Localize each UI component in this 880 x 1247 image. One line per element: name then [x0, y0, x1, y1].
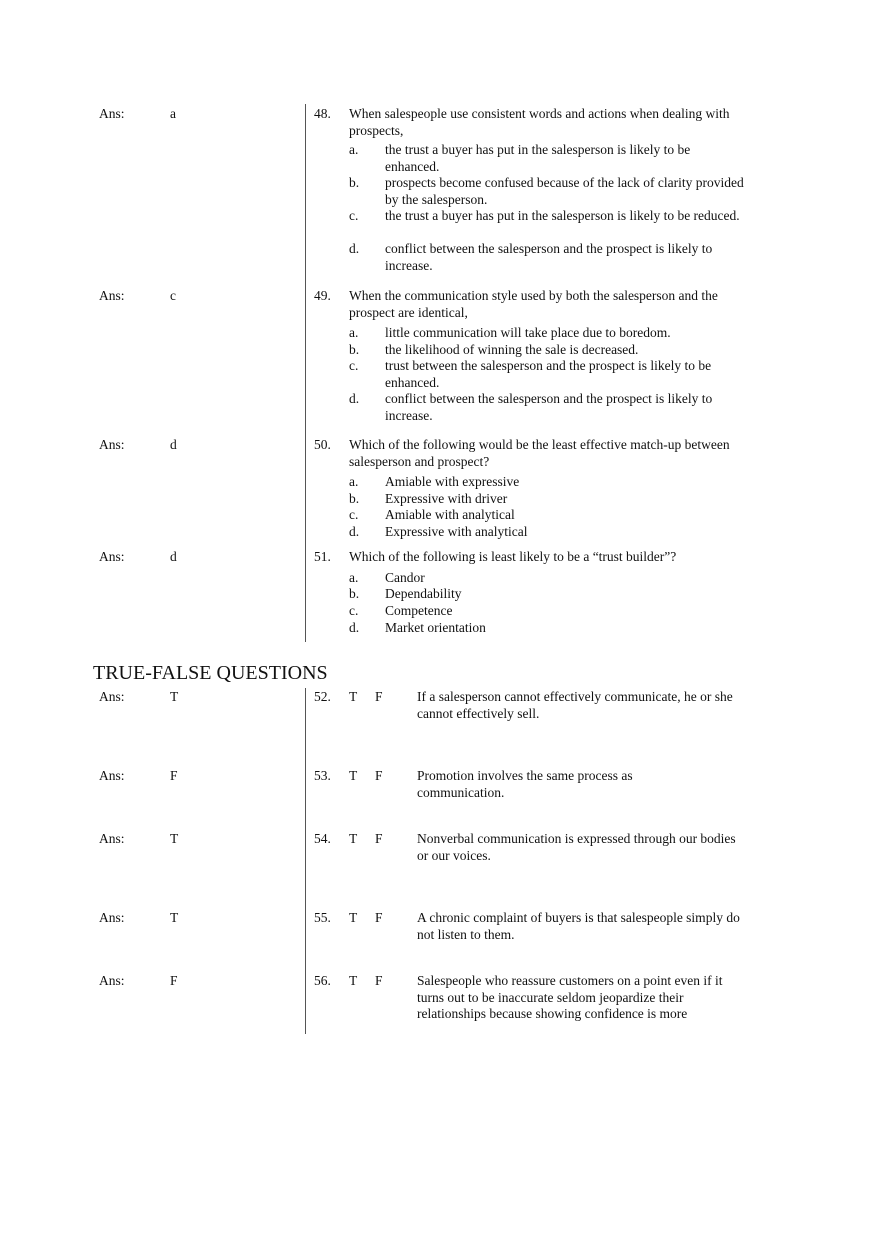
- tf-statement: Nonverbal communication is expressed through our bodies or our voices.: [417, 831, 736, 863]
- true-option[interactable]: T: [349, 910, 358, 925]
- option-text: Amiable with expressive: [385, 474, 520, 489]
- false-option[interactable]: F: [375, 831, 383, 846]
- question-stem: When salespeople use consistent words and actions when dealing with prospects,: [349, 106, 730, 138]
- true-option[interactable]: T: [349, 768, 358, 783]
- question-stem: Which of the following would be the least effective match-up between salesperson and prospect?: [349, 437, 730, 469]
- option-letter: d.: [349, 241, 360, 256]
- option-letter: b.: [349, 586, 360, 601]
- option-text: Expressive with analytical: [385, 524, 528, 539]
- option-letter: b.: [349, 175, 360, 190]
- option-letter: a.: [349, 570, 359, 585]
- answer-value: T: [170, 689, 179, 704]
- answer-value: a: [170, 106, 176, 121]
- false-option[interactable]: F: [375, 768, 383, 783]
- answer-value: F: [170, 768, 178, 783]
- option-text: the trust a buyer has put in the salesperson is likely to be enhanced.: [385, 142, 691, 174]
- option-text: prospects become confused because of the lack of clarity provided by the salesperson.: [385, 175, 744, 207]
- tf-statement: A chronic complaint of buyers is that salespeople simply do not listen to them.: [417, 910, 740, 942]
- question-number: 52.: [314, 689, 331, 704]
- true-option[interactable]: T: [349, 973, 358, 988]
- false-option[interactable]: F: [375, 973, 383, 988]
- answer-label: Ans:: [99, 106, 125, 121]
- question-number: 48.: [314, 106, 331, 121]
- question-number: 56.: [314, 973, 331, 988]
- option-text: little communication will take place due to boredom.: [385, 325, 671, 340]
- option-text: Market orientation: [385, 620, 486, 635]
- option-text: the likelihood of winning the sale is decreased.: [385, 342, 639, 357]
- option-text: Amiable with analytical: [385, 507, 515, 522]
- answer-value: F: [170, 973, 178, 988]
- answer-value: T: [170, 831, 179, 846]
- option-text: trust between the salesperson and the prospect is likely to be enhanced.: [385, 358, 712, 390]
- option-text: Candor: [385, 570, 425, 585]
- question-number: 50.: [314, 437, 331, 452]
- tf-statement: If a salesperson cannot effectively communicate, he or she cannot effectively sell.: [417, 689, 733, 721]
- option-text: conflict between the salesperson and the prospect is likely to increase.: [385, 241, 713, 273]
- option-letter: a.: [349, 325, 359, 340]
- question-number: 55.: [314, 910, 331, 925]
- section-heading: TRUE-FALSE QUESTIONS: [93, 662, 328, 684]
- answer-value: d: [170, 549, 177, 564]
- answer-label: Ans:: [99, 549, 125, 564]
- false-option[interactable]: F: [375, 910, 383, 925]
- answer-label: Ans:: [99, 288, 125, 303]
- mc-column-divider: [305, 104, 306, 642]
- false-option[interactable]: F: [375, 689, 383, 704]
- answer-label: Ans:: [99, 768, 125, 783]
- option-text: the trust a buyer has put in the salesperson is likely to be reduced.: [385, 208, 740, 223]
- option-letter: d.: [349, 524, 360, 539]
- option-letter: b.: [349, 491, 360, 506]
- option-letter: a.: [349, 474, 359, 489]
- option-letter: c.: [349, 208, 359, 223]
- option-letter: d.: [349, 391, 360, 406]
- question-stem: When the communication style used by both the salesperson and the prospect are identical,: [349, 288, 718, 320]
- option-text: Competence: [385, 603, 453, 618]
- answer-label: Ans:: [99, 831, 125, 846]
- question-number: 51.: [314, 549, 331, 564]
- answer-value: c: [170, 288, 176, 303]
- tf-statement: Salespeople who reassure customers on a point even if it turns out to be inaccurate seldom jeopardize their relationships because showing confidence is more: [417, 973, 723, 1021]
- option-letter: c.: [349, 507, 359, 522]
- option-text: Expressive with driver: [385, 491, 508, 506]
- true-option[interactable]: T: [349, 831, 358, 846]
- answer-value: T: [170, 910, 179, 925]
- option-letter: b.: [349, 342, 360, 357]
- question-stem: Which of the following is least likely to be a “trust builder”?: [349, 549, 677, 564]
- answer-label: Ans:: [99, 689, 125, 704]
- option-letter: c.: [349, 603, 359, 618]
- true-option[interactable]: T: [349, 689, 358, 704]
- option-text: Dependability: [385, 586, 462, 601]
- option-letter: c.: [349, 358, 359, 373]
- option-text: conflict between the salesperson and the prospect is likely to increase.: [385, 391, 713, 423]
- tf-statement: Promotion involves the same process as communication.: [417, 768, 633, 800]
- answer-label: Ans:: [99, 973, 125, 988]
- question-number: 54.: [314, 831, 331, 846]
- answer-label: Ans:: [99, 910, 125, 925]
- option-letter: d.: [349, 620, 360, 635]
- answer-label: Ans:: [99, 437, 125, 452]
- question-number: 49.: [314, 288, 331, 303]
- question-number: 53.: [314, 768, 331, 783]
- option-letter: a.: [349, 142, 359, 157]
- answer-value: d: [170, 437, 177, 452]
- tf-column-divider: [305, 688, 306, 1034]
